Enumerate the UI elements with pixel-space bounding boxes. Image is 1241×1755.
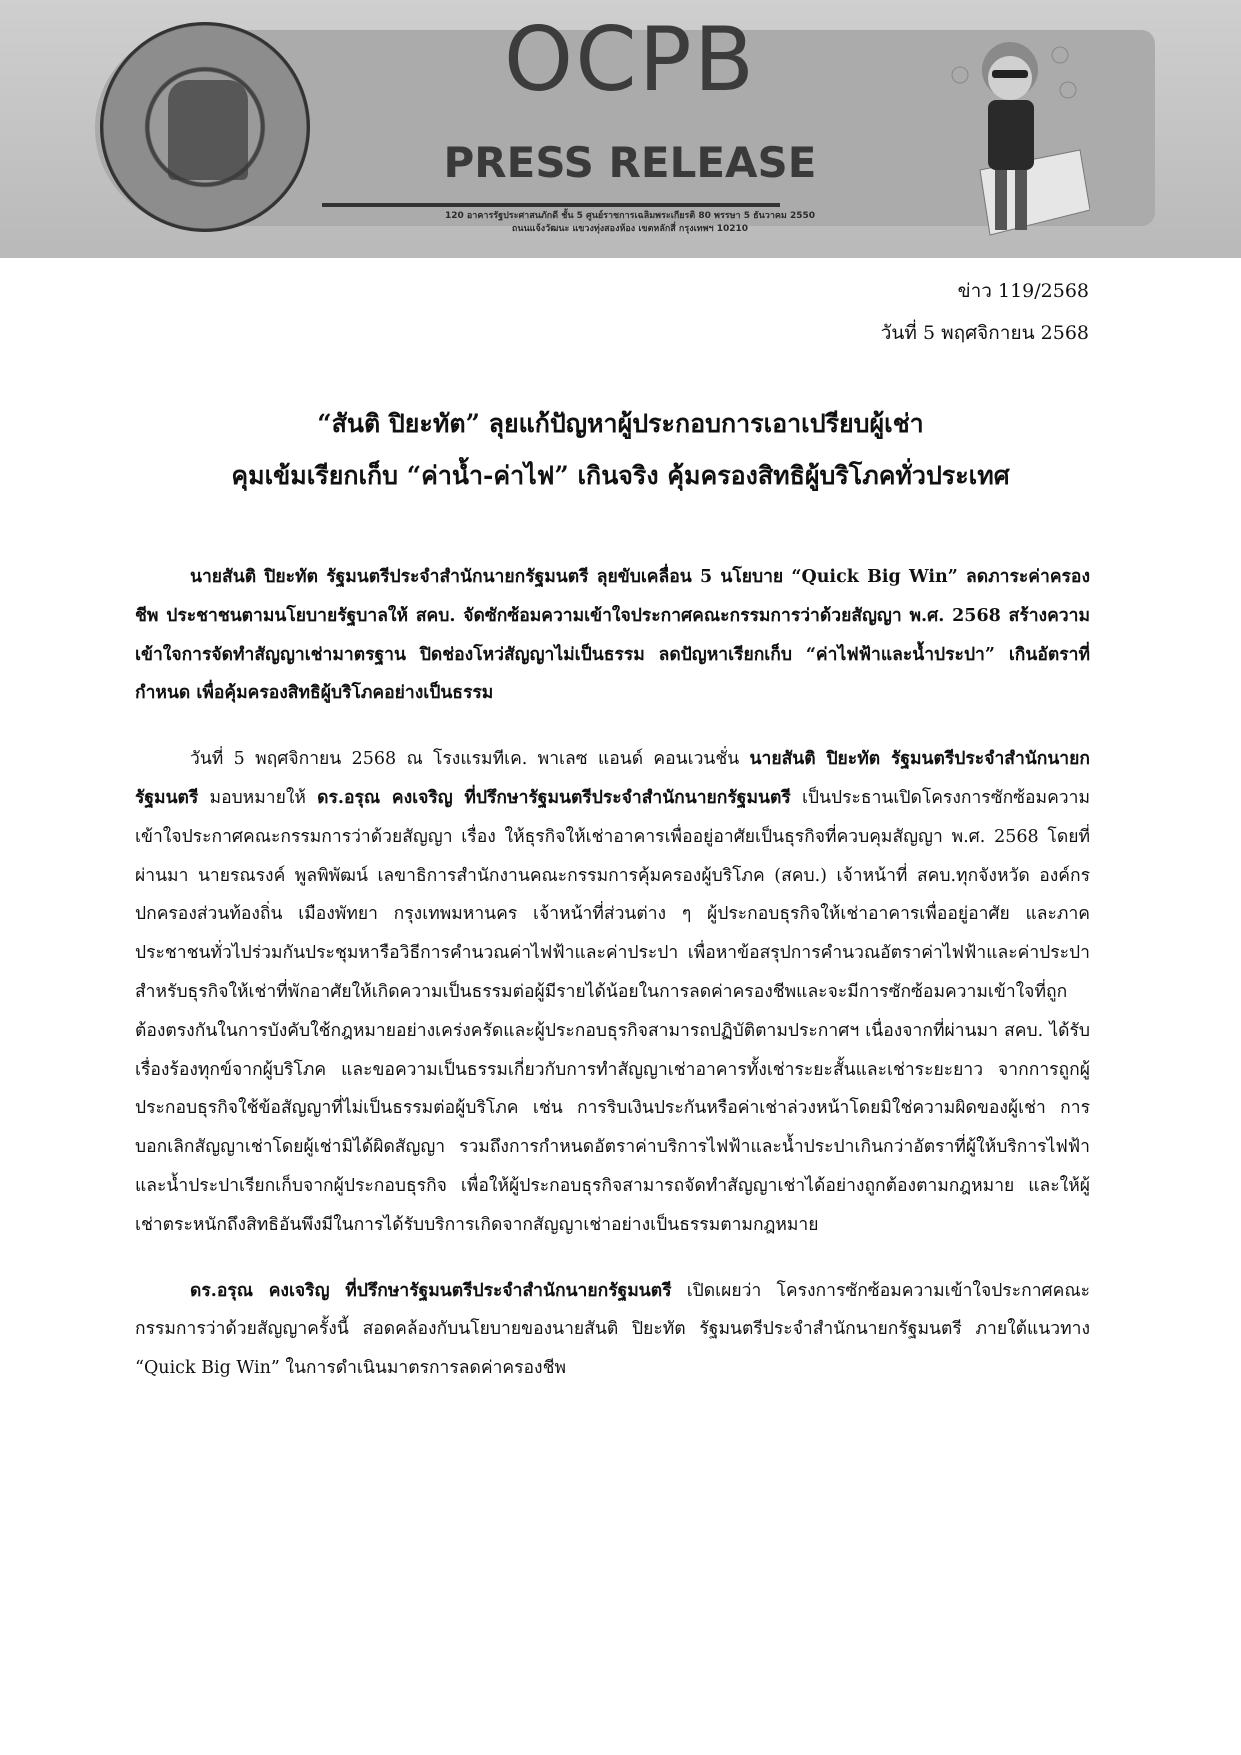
bold-text-segment: ดร.อรุณ คงเจริญ ที่ปรึกษารัฐมนตรีประจำสำนักนายกรัฐมนตรี — [190, 1280, 672, 1301]
bold-text-segment: นายสันติ ปิยะทัต รัฐมนตรีประจำสำนักนายกรัฐมนตรี ลุยขับเคลื่อน 5 นโยบาย “Quick Big Win” ลดภาระค่าครองชีพ ประชาชนตามนโยบายรัฐบาลให้ สคบ. จัดซักซ้อมความเข้าใจประกาศคณะกรรมการว่าด้วยสัญญา พ.ศ. 2568 สร้างความเข้าใจการจัดทำสัญญาเช่ามาตรฐาน ปิดช่องโหว่สัญญาไม่เป็นธรรม ลดปัญหาเรียกเก็บ “ค่าไฟฟ้าและน้ำประปา” เกินอัตราที่กำหนด เพื่อคุ้มครองสิทธิผู้บริโภคอย่างเป็นธรรม — [135, 567, 1090, 704]
release-meta — [881, 270, 1089, 354]
news-number: ข่าว 119/2568 — [957, 280, 1089, 302]
text-segment: เป็นประธานเปิดโครงการซักซ้อมความเข้าใจประกาศคณะกรรมการว่าด้วยสัญญา เรื่อง ให้ธุรกิจให้เช่าอาคารเพื่ออยู่อาศัยเป็นธุรกิจที่ควบคุมสัญญา พ.ศ. 2568 โดยที่ผ่านมา นายรณรงค์ พูลพิพัฒน์ เลขาธิการสำนักงานคณะกรรมการคุ้มครองผู้บริโภค (สคบ.) เจ้าหน้าที่ สคบ.ทุกจังหวัด องค์กรปกครองส่วนท้องถิ่น เมืองพัทยา กรุงเทพมหานคร เจ้าหน้าที่ส่วนต่าง ๆ ผู้ประกอบธุรกิจให้เช่าอาคารเพื่ออยู่อาศัย และภาคประชาชนทั่วไปร่วมกันประชุมหารือวิธีการคำนวณค่าไฟฟ้าและค่าประปา เพื่อหาข้อสรุปการคำนวณอัตราค่าไฟฟ้าและค่าประปาสำหรับธุรกิจให้เช่าที่พักอาศัยให้เกิดความเป็นธรรมต่อผู้มีรายได้น้อยในการลดค่าครองชีพและจะมีการซักซ้อมความเข้าใจที่ถูกต้องตรงกันในการบังคับใช้กฎหมายอย่างเคร่งครัดและผู้ประกอบธุรกิจสามารถปฏิบัติตามประกาศฯ เนื่องจากที่ผ่านมา สคบ. ได้รับเรื่องร้องทุกข์จากผู้บริโภค และขอความเป็นธรรมเกี่ยวกับการทำสัญญาเช่าอาคารทั้งเช่าระยะสั้นและเช่าระยะยาว จากการถูกผู้ประกอบธุรกิจใช้ข้อสัญญาที่ไม่เป็นธรรมต่อผู้บริโภค เช่น การริบเงินประกันหรือค่าเช่าล่วงหน้าโดยมิใช่ความผิดของผู้เช่า การบอกเลิกสัญญาเช่าโดยผู้เช่ามิได้ผิดสัญญา รวมถึงการกำหนดอัตราค่าบริการไฟฟ้าและน้ำประปาเกินกว่าอัตราที่ผู้ให้บริการไฟฟ้าและน้ำประปาเรียกเก็บจากผู้ประกอบธุรกิจ เพื่อให้ผู้ประกอบธุรกิจสามารถจัดทำสัญญาเช่าได้อย่างถูกต้องตามกฎหมาย และให้ผู้เช่าตระหนักถึงสิทธิอันพึงมีในการได้รับบริการเกิดจากสัญญาเช่าอย่างเป็นธรรมตามกฎหมาย — [135, 787, 1090, 1235]
press-release-heading: PRESS RELEASE — [443, 138, 817, 187]
address-line-2: ถนนแจ้งวัฒนะ แขวงทุ่งสองห้อง เขตหลักสี่ กรุงเทพฯ 10210 — [511, 224, 749, 234]
text-segment: มอบหมายให้ — [198, 787, 318, 808]
header-divider — [322, 203, 780, 207]
headline — [0, 398, 1241, 502]
office-address — [300, 210, 960, 236]
headline-line-1: “สันติ ปิยะทัต” ลุยแก้ปัญหาผู้ประกอบการเอาเปรียบผู้เช่า — [317, 409, 924, 438]
seal-emblem-icon — [168, 80, 248, 180]
text-segment: วันที่ 5 พฤศจิกายน 2568 ณ โรงแรมทีเค. พาเลซ แอนด์ คอนเวนชั่น — [190, 749, 750, 770]
ocpb-logo-text: OCPB — [503, 8, 757, 111]
press-release-banner — [0, 0, 1241, 258]
article-body — [135, 558, 1090, 1415]
paragraph — [135, 740, 1090, 1244]
ocpb-seal-logo — [100, 22, 310, 232]
release-date: วันที่ 5 พฤศจิกายน 2568 — [880, 322, 1089, 344]
paragraph — [135, 558, 1090, 713]
mascot-illustration-icon — [940, 20, 1090, 250]
bold-text-segment: นายสันติ ปิยะทัต รัฐมนตรีประจำสำนักนายกรัฐมนตรี — [135, 749, 1090, 808]
text-segment: เปิดเผยว่า โครงการซักซ้อมความเข้าใจประกาศคณะกรรมการว่าด้วยสัญญาครั้งนี้ สอดคล้องกับนโยบายของนายสันติ ปิยะทัต รัฐมนตรีประจำสำนักนายกรัฐมนตรี ภายใต้แนวทาง “Quick Big Win” ในการดำเนินมาตรการลดค่าครองชีพ — [135, 1280, 1090, 1379]
headline-line-2: คุมเข้มเรียกเก็บ “ค่าน้ำ-ค่าไฟ” เกินจริง คุ้มครองสิทธิผู้บริโภคทั่วประเทศ — [231, 461, 1010, 490]
address-line-1: 120 อาคารรัฐประศาสนภักดี ชั้น 5 ศูนย์ราชการเฉลิมพระเกียรติ 80 พรรษา 5 ธันวาคม 2550 — [444, 211, 816, 221]
paragraph — [135, 1272, 1090, 1388]
bold-text-segment: ดร.อรุณ คงเจริญ ที่ปรึกษารัฐมนตรีประจำสำนักนายกรัฐมนตรี — [317, 787, 791, 808]
